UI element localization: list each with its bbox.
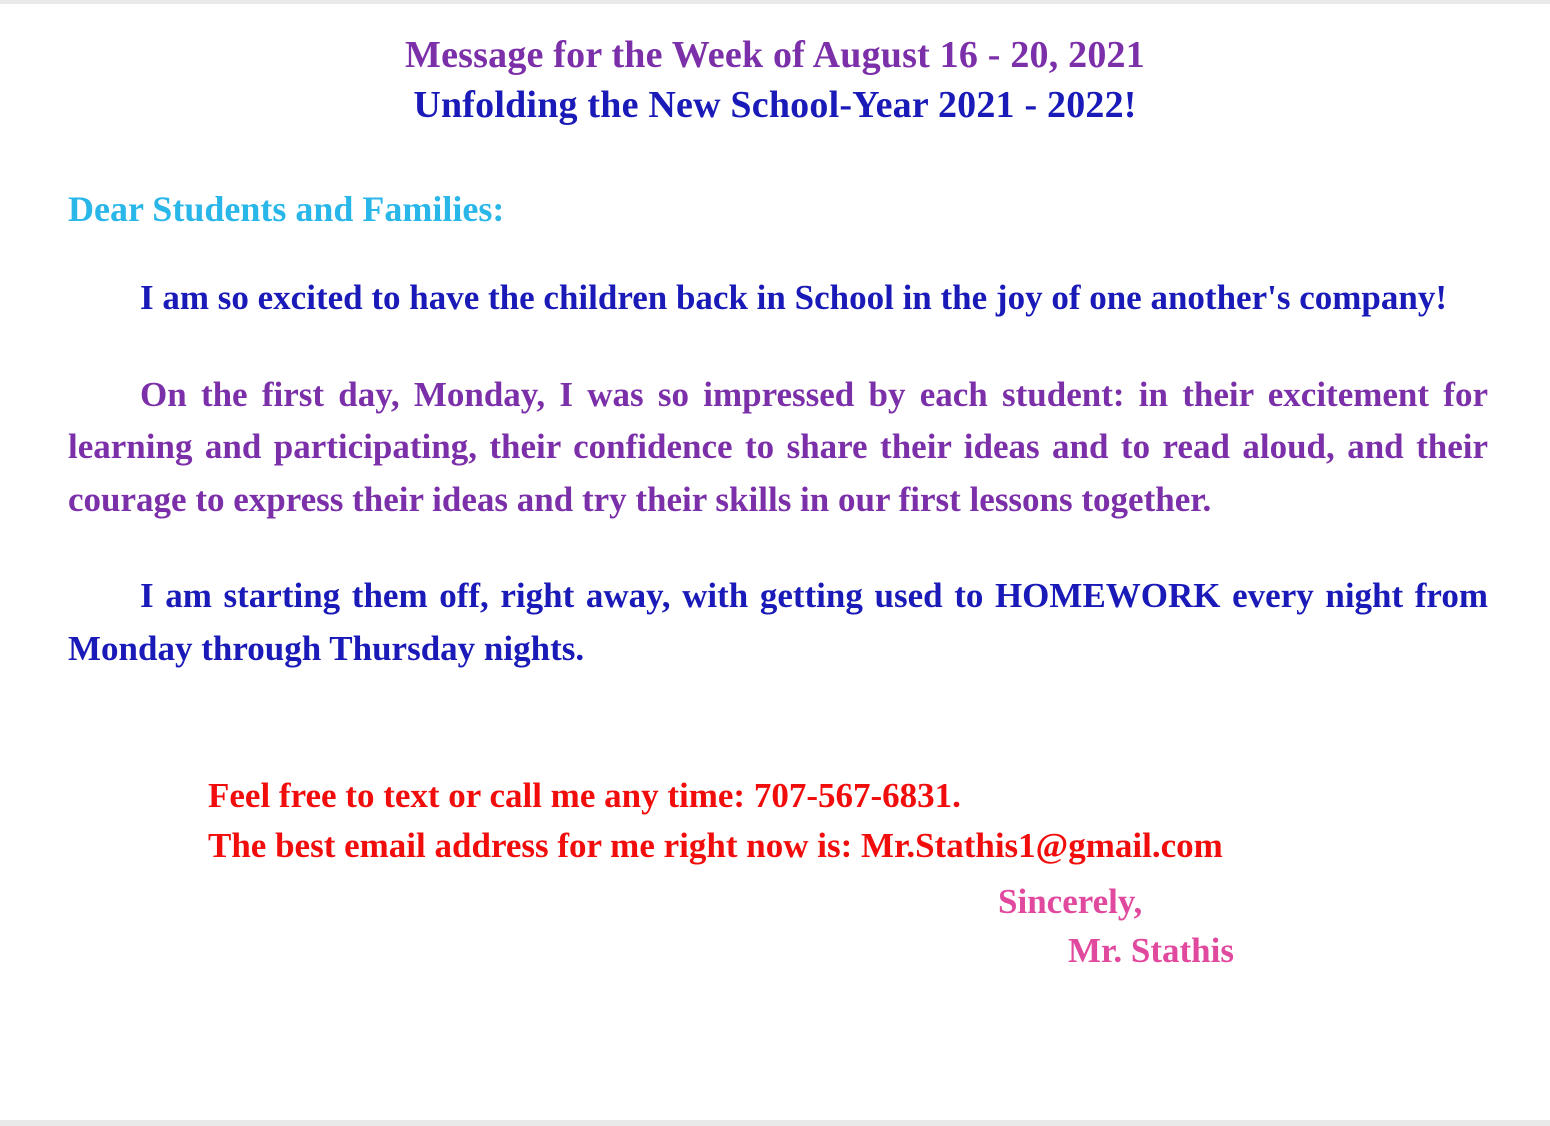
contact-email-line: The best email address for me right now is: Mr.Stathis1@gmail.com	[208, 826, 1223, 865]
top-divider	[0, 0, 1550, 4]
heading-week-line: Message for the Week of August 16 - 20, 2021	[405, 34, 1145, 76]
letter-body	[68, 230, 1488, 976]
salutation: Dear Students and Families:	[68, 189, 505, 230]
signature-name: Mr. Stathis	[1068, 931, 1234, 971]
contact-phone-line: Feel free to text or call me any time: 707-567-6831.	[208, 776, 961, 816]
paragraph-homework: I am starting them off, right away, with getting used to HOMEWORK every night from Monday through Thursday nights.	[68, 576, 1488, 668]
paragraph-excited: I am so excited to have the children back in School in the joy of one another's company!	[140, 278, 1447, 318]
paragraph-first-day: On the first day, Monday, I was so impressed by each student: in their excitement for learning and participating, their confidence to share their ideas and to read aloud, and their courage to express their ideas and try their skills in our first lessons together.	[68, 374, 1488, 519]
bottom-divider	[0, 1120, 1550, 1126]
message-heading	[0, 0, 1550, 130]
contact-block	[208, 771, 1488, 870]
signature-closing: Sincerely,	[998, 881, 1143, 921]
heading-schoolyear-line: Unfolding the New School-Year 2021 - 2022!	[413, 84, 1137, 127]
signature-block	[68, 877, 1488, 976]
